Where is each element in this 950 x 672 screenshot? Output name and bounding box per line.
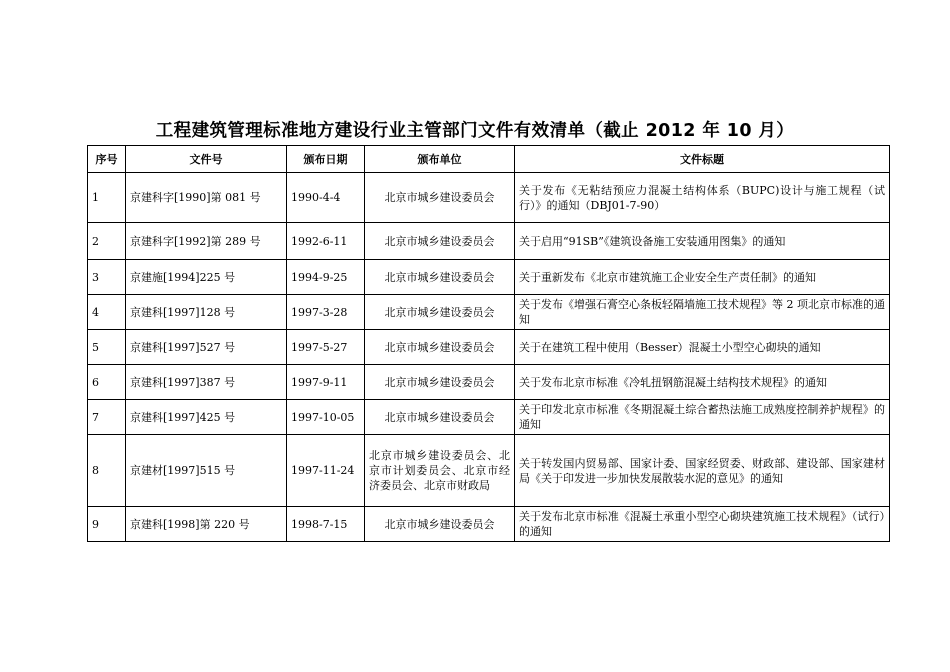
page-title: 工程建筑管理标准地方建设行业主管部门文件有效清单（截止 2012 年 10 月） (155, 121, 795, 141)
header-file-number: 文件号 (126, 146, 287, 173)
table-row (88, 365, 890, 400)
table-row (88, 507, 890, 542)
cell-issuer: 北京市城乡建设委员会、北京市计划委员会、北京市经济委员会、北京市财政局 (365, 435, 515, 507)
cell-issue-date: 1997-11-24 (287, 435, 365, 507)
cell-issue-date: 1997-10-05 (287, 400, 365, 435)
header-file-title: 文件标题 (515, 146, 890, 173)
cell-serial: 8 (88, 435, 126, 507)
cell-issuer: 北京市城乡建设委员会 (365, 223, 515, 260)
cell-file-number: 京建科字[1990]第 081 号 (126, 173, 287, 223)
cell-issuer: 北京市城乡建设委员会 (365, 365, 515, 400)
cell-file-number: 京建施[1994]225 号 (126, 260, 287, 295)
table-row (88, 173, 890, 223)
cell-file-title: 关于发布北京市标准《混凝土承重小型空心砌块建筑施工技术规程》（试行）的通知 (515, 507, 890, 542)
cell-file-title: 关于发布北京市标准《冷轧扭钢筋混凝土结构技术规程》的通知 (515, 365, 890, 400)
cell-issue-date: 1997-5-27 (287, 330, 365, 365)
cell-serial: 6 (88, 365, 126, 400)
table-header-row (88, 146, 890, 173)
table-row (88, 400, 890, 435)
cell-serial: 3 (88, 260, 126, 295)
table-row (88, 295, 890, 330)
cell-file-number: 京建科[1997]527 号 (126, 330, 287, 365)
header-serial: 序号 (88, 146, 126, 173)
cell-issuer: 北京市城乡建设委员会 (365, 295, 515, 330)
table-row (88, 330, 890, 365)
cell-serial: 5 (88, 330, 126, 365)
cell-issuer: 北京市城乡建设委员会 (365, 507, 515, 542)
header-issue-date: 颁布日期 (287, 146, 365, 173)
header-issuer: 颁布单位 (365, 146, 515, 173)
cell-file-title: 关于发布《无粘结预应力混凝土结构体系（BUPC)设计与施工规程（试行）》的通知（DBJ01-7-90） (515, 173, 890, 223)
table-row (88, 435, 890, 507)
cell-file-title: 关于在建筑工程中使用（Besser）混凝土小型空心砌块的通知 (515, 330, 890, 365)
cell-issue-date: 1998-7-15 (287, 507, 365, 542)
cell-issue-date: 1997-9-11 (287, 365, 365, 400)
cell-file-number: 京建科[1997]128 号 (126, 295, 287, 330)
cell-serial: 2 (88, 223, 126, 260)
cell-file-number: 京建科[1998]第 220 号 (126, 507, 287, 542)
cell-serial: 7 (88, 400, 126, 435)
cell-issue-date: 1997-3-28 (287, 295, 365, 330)
cell-serial: 9 (88, 507, 126, 542)
cell-issue-date: 1990-4-4 (287, 173, 365, 223)
cell-serial: 1 (88, 173, 126, 223)
cell-file-number: 京建科[1997]387 号 (126, 365, 287, 400)
cell-file-title: 关于转发国内贸易部、国家计委、国家经贸委、财政部、建设部、国家建材局《关于印发进一步加快发展散装水泥的意见》的通知 (515, 435, 890, 507)
cell-issuer: 北京市城乡建设委员会 (365, 260, 515, 295)
file-list-table (87, 145, 890, 542)
cell-issuer: 北京市城乡建设委员会 (365, 330, 515, 365)
cell-file-number: 京建科[1997]425 号 (126, 400, 287, 435)
cell-serial: 4 (88, 295, 126, 330)
cell-issue-date: 1992-6-11 (287, 223, 365, 260)
table-row (88, 260, 890, 295)
table-row (88, 223, 890, 260)
cell-file-title: 关于印发北京市标准《冬期混凝土综合蓄热法施工成熟度控制养护规程》的通知 (515, 400, 890, 435)
cell-file-number: 京建科字[1992]第 289 号 (126, 223, 287, 260)
cell-file-title: 关于启用“91SB”《建筑设备施工安装通用图集》的通知 (515, 223, 890, 260)
cell-issuer: 北京市城乡建设委员会 (365, 400, 515, 435)
cell-file-number: 京建材[1997]515 号 (126, 435, 287, 507)
cell-issuer: 北京市城乡建设委员会 (365, 173, 515, 223)
cell-issue-date: 1994-9-25 (287, 260, 365, 295)
cell-file-title: 关于发布《增强石膏空心条板轻隔墙施工技术规程》等 2 项北京市标准的通知 (515, 295, 890, 330)
cell-file-title: 关于重新发布《北京市建筑施工企业安全生产责任制》的通知 (515, 260, 890, 295)
